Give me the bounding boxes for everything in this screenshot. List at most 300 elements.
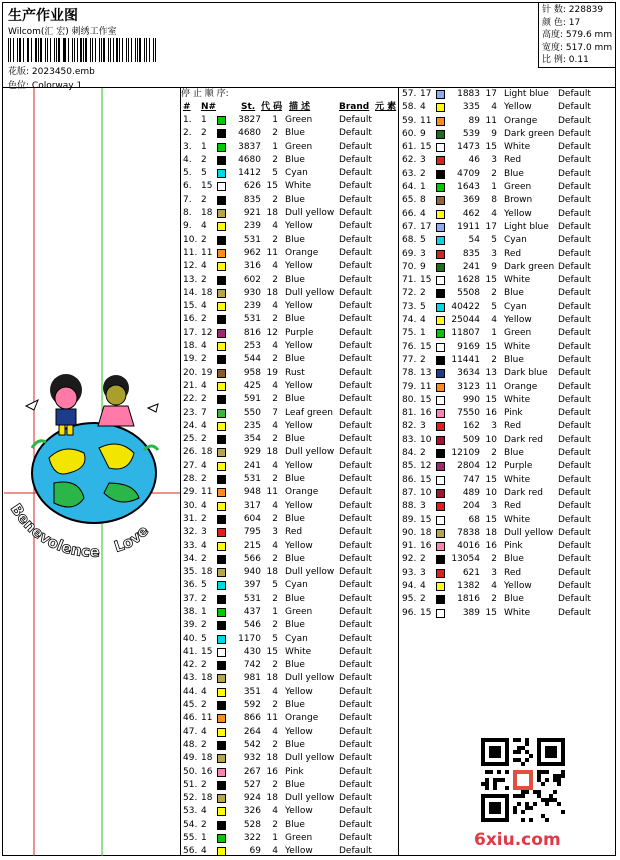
table-row xyxy=(181,327,397,340)
color-swatch xyxy=(436,130,445,139)
cell-desc: Yellow xyxy=(504,102,532,113)
cell-brand: Default xyxy=(339,287,372,298)
cell-st: 7838 xyxy=(457,527,480,538)
cell-desc: White xyxy=(504,514,531,525)
color-swatch xyxy=(217,302,226,311)
boy-body xyxy=(56,409,76,425)
cell-seq: 58. xyxy=(402,102,417,113)
table-row xyxy=(400,194,614,207)
table-row xyxy=(181,739,397,752)
cell-brand: Default xyxy=(339,700,372,711)
cell-n: 4 xyxy=(201,540,207,551)
table-row xyxy=(400,394,614,407)
cell-brand: Default xyxy=(339,460,372,471)
cell-st: 747 xyxy=(462,474,480,485)
qr-module xyxy=(505,786,509,790)
cell-n: 15 xyxy=(420,394,432,405)
cell-desc: Blue xyxy=(285,513,305,524)
color-swatch xyxy=(217,262,226,271)
color-swatch xyxy=(217,395,226,404)
table-row xyxy=(181,154,397,167)
table-row xyxy=(181,114,397,127)
cell-n: 2 xyxy=(201,553,207,564)
cell-st: 389 xyxy=(462,607,480,618)
cell-desc: Blue xyxy=(285,819,305,830)
cell-brand: Default xyxy=(558,421,591,432)
color-swatch xyxy=(436,609,445,618)
cell-seq: 60. xyxy=(402,128,417,139)
bird-icon xyxy=(148,404,158,412)
table-row xyxy=(181,460,397,473)
cell-brand: Default xyxy=(558,275,591,286)
boy-face xyxy=(55,387,77,409)
cell-seq: 34. xyxy=(183,553,198,564)
table-row xyxy=(400,354,614,367)
cell-brand: Default xyxy=(558,448,591,459)
cell-n: 15 xyxy=(420,275,432,286)
cell-desc: Red xyxy=(504,248,522,259)
cell-seq: 80. xyxy=(402,394,417,405)
cell-desc: Blue xyxy=(285,779,305,790)
color-swatch xyxy=(436,183,445,192)
color-swatch xyxy=(217,382,226,391)
cell-st: 542 xyxy=(243,739,261,750)
cell-n: 2 xyxy=(201,620,207,631)
cell-st: 924 xyxy=(243,793,261,804)
cell-code: 4 xyxy=(491,315,497,326)
cell-seq: 65. xyxy=(402,195,417,206)
qr-module xyxy=(545,802,549,806)
cell-n: 19 xyxy=(201,367,213,378)
qr-module xyxy=(485,786,489,790)
cell-desc: Orange xyxy=(285,487,319,498)
cell-brand: Default xyxy=(339,753,372,764)
cell-st: 604 xyxy=(243,513,261,524)
cell-code: 2 xyxy=(272,660,278,671)
cell-code: 2 xyxy=(491,354,497,365)
cell-brand: Default xyxy=(339,247,372,258)
cell-desc: Green xyxy=(504,328,532,339)
cell-st: 397 xyxy=(243,580,261,591)
cell-n: 15 xyxy=(420,607,432,618)
cell-n: 11 xyxy=(201,487,213,498)
cell-code: 15 xyxy=(266,646,278,657)
cell-seq: 7. xyxy=(183,194,192,205)
cell-st: 4680 xyxy=(238,154,261,165)
cell-desc: Blue xyxy=(285,354,305,365)
cell-brand: Default xyxy=(339,553,372,564)
cell-code: 5 xyxy=(491,301,497,312)
cell-brand: Default xyxy=(339,593,372,604)
cell-n: 2 xyxy=(201,700,207,711)
color-swatch xyxy=(217,369,226,378)
table-row xyxy=(181,340,397,353)
qr-module xyxy=(537,794,541,798)
qr-module xyxy=(485,782,489,786)
qr-module xyxy=(541,814,545,818)
qr-module xyxy=(561,810,565,814)
table-row xyxy=(181,712,397,725)
cell-n: 2 xyxy=(201,354,207,365)
cell-seq: 36. xyxy=(183,580,198,591)
cell-brand: Default xyxy=(339,154,372,165)
cell-seq: 81. xyxy=(402,408,417,419)
qr-module xyxy=(557,774,561,778)
cell-st: 866 xyxy=(243,713,261,724)
boy-leg xyxy=(67,425,73,435)
table-row xyxy=(400,101,614,114)
qr-module xyxy=(513,794,517,798)
table-row xyxy=(181,500,397,513)
cell-n: 2 xyxy=(420,354,426,365)
cell-code: 8 xyxy=(491,195,497,206)
cell-seq: 27. xyxy=(183,460,198,471)
color-swatch xyxy=(217,156,226,165)
cell-seq: 62. xyxy=(402,155,417,166)
cell-desc: Blue xyxy=(285,474,305,485)
cell-code: 12 xyxy=(485,461,497,472)
qr-module xyxy=(525,806,529,810)
cell-n: 3 xyxy=(420,567,426,578)
cell-n: 2 xyxy=(201,739,207,750)
cell-n: 4 xyxy=(201,846,207,857)
cell-st: 430 xyxy=(243,646,261,657)
cell-st: 3634 xyxy=(457,368,480,379)
cell-n: 2 xyxy=(201,434,207,445)
cell-code: 2 xyxy=(272,739,278,750)
cell-seq: 64. xyxy=(402,182,417,193)
cell-brand: Default xyxy=(339,833,372,844)
color-swatch xyxy=(217,196,226,205)
color-swatch xyxy=(217,781,226,790)
table-row xyxy=(400,474,614,487)
color-swatch xyxy=(217,555,226,564)
cell-brand: Default xyxy=(339,261,372,272)
color-swatch xyxy=(217,847,226,856)
cell-code: 9 xyxy=(491,128,497,139)
table-row xyxy=(400,381,614,394)
cell-seq: 41. xyxy=(183,646,198,657)
cell-code: 5 xyxy=(272,633,278,644)
cell-n: 4 xyxy=(201,380,207,391)
cell-seq: 70. xyxy=(402,261,417,272)
color-swatch xyxy=(436,516,445,525)
cell-desc: Red xyxy=(504,501,522,512)
cell-seq: 82. xyxy=(402,421,417,432)
cell-brand: Default xyxy=(339,128,372,139)
qr-module xyxy=(513,758,517,762)
cell-code: 7 xyxy=(272,407,278,418)
cell-code: 15 xyxy=(485,341,497,352)
qr-module xyxy=(553,774,557,778)
cell-code: 4 xyxy=(491,580,497,591)
cell-n: 3 xyxy=(420,501,426,512)
table-row xyxy=(181,141,397,154)
cell-n: 2 xyxy=(420,594,426,605)
qr-module xyxy=(549,798,553,802)
height-value: 579.6 mm xyxy=(565,30,613,40)
cell-st: 264 xyxy=(243,726,261,737)
cell-seq: 56. xyxy=(183,846,198,857)
thread-table-column-2 xyxy=(400,88,614,620)
cell-desc: Dark red xyxy=(504,487,543,498)
cell-seq: 68. xyxy=(402,235,417,246)
table-row xyxy=(181,167,397,180)
table-row xyxy=(181,659,397,672)
cell-desc: Blue xyxy=(504,288,524,299)
cell-seq: 20. xyxy=(183,367,198,378)
color-swatch xyxy=(436,462,445,471)
cell-brand: Default xyxy=(339,646,372,657)
cell-code: 5 xyxy=(491,235,497,246)
cell-seq: 94. xyxy=(402,580,417,591)
cell-n: 18 xyxy=(201,287,213,298)
cell-brand: Default xyxy=(339,620,372,631)
table-row xyxy=(181,540,397,553)
cell-st: 621 xyxy=(462,567,480,578)
color-swatch xyxy=(217,648,226,657)
color-swatch xyxy=(217,169,226,178)
cell-brand: Default xyxy=(558,89,591,99)
table-row xyxy=(181,726,397,739)
cell-desc: Red xyxy=(504,421,522,432)
cell-desc: Blue xyxy=(285,593,305,604)
cell-code: 1 xyxy=(491,328,497,339)
cell-brand: Default xyxy=(558,501,591,512)
cell-seq: 87. xyxy=(402,487,417,498)
cell-st: 369 xyxy=(462,195,480,206)
cell-seq: 31. xyxy=(183,513,198,524)
color-swatch xyxy=(436,143,445,152)
table-row xyxy=(181,473,397,486)
qr-module xyxy=(521,762,525,766)
cell-desc: Yellow xyxy=(285,420,313,431)
cell-seq: 39. xyxy=(183,620,198,631)
color-swatch xyxy=(436,396,445,405)
cell-n: 2 xyxy=(201,314,207,325)
qr-module xyxy=(537,770,541,774)
cell-brand: Default xyxy=(339,234,372,245)
cell-code: 15 xyxy=(485,474,497,485)
table-row xyxy=(181,819,397,832)
qr-module xyxy=(521,818,525,822)
cell-st: 929 xyxy=(243,447,261,458)
table-row xyxy=(181,845,397,858)
cell-desc: Cyan xyxy=(504,301,527,312)
cell-code: 17 xyxy=(485,221,497,232)
cell-seq: 51. xyxy=(183,779,198,790)
cell-seq: 19. xyxy=(183,354,198,365)
leaf-icon xyxy=(144,446,158,450)
cell-brand: Default xyxy=(558,580,591,591)
cell-desc: Dark blue xyxy=(504,368,548,379)
table-row xyxy=(400,447,614,460)
qr-module xyxy=(537,774,541,778)
cell-st: 592 xyxy=(243,700,261,711)
color-swatch xyxy=(436,263,445,272)
cell-code: 18 xyxy=(485,527,497,538)
cell-n: 5 xyxy=(201,168,207,179)
table-row xyxy=(181,606,397,619)
color-swatch xyxy=(436,289,445,298)
cell-seq: 10. xyxy=(183,234,198,245)
scale-value: 0.11 xyxy=(568,55,589,65)
cell-seq: 29. xyxy=(183,487,198,498)
cell-seq: 30. xyxy=(183,500,198,511)
cell-desc: Pink xyxy=(504,541,523,552)
cell-seq: 90. xyxy=(402,527,417,538)
cell-brand: Default xyxy=(339,274,372,285)
cell-brand: Default xyxy=(558,195,591,206)
cell-brand: Default xyxy=(339,673,372,684)
table-row xyxy=(400,168,614,181)
colorway-value: Colorway 1 xyxy=(31,81,83,91)
stitches-label: 针 数: xyxy=(542,5,566,15)
cell-st: 12109 xyxy=(451,448,480,459)
cell-brand: Default xyxy=(339,407,372,418)
girl-face xyxy=(106,385,126,405)
qr-module xyxy=(489,802,501,814)
cell-n: 2 xyxy=(201,394,207,405)
color-swatch xyxy=(217,488,226,497)
qr-module xyxy=(553,778,557,782)
table-row xyxy=(400,514,614,527)
color-swatch xyxy=(217,794,226,803)
table-row xyxy=(181,367,397,380)
table-row xyxy=(181,579,397,592)
color-swatch xyxy=(436,117,445,126)
cell-n: 18 xyxy=(201,208,213,219)
cell-st: 241 xyxy=(243,460,261,471)
qr-module xyxy=(557,802,561,806)
cell-n: 12 xyxy=(201,327,213,338)
color-swatch xyxy=(217,209,226,218)
color-swatch xyxy=(436,436,445,445)
cell-n: 4 xyxy=(201,686,207,697)
cell-st: 1628 xyxy=(457,275,480,286)
cell-seq: 45. xyxy=(183,700,198,711)
cell-code: 2 xyxy=(272,620,278,631)
cell-seq: 57. xyxy=(402,89,417,99)
qr-module xyxy=(549,794,553,798)
qr-module xyxy=(521,794,525,798)
cell-brand: Default xyxy=(339,766,372,777)
cell-seq: 46. xyxy=(183,713,198,724)
cell-desc: Orange xyxy=(285,713,319,724)
cell-st: 566 xyxy=(243,553,261,564)
color-swatch xyxy=(436,156,445,165)
cell-st: 3827 xyxy=(238,115,261,125)
cell-seq: 48. xyxy=(183,739,198,750)
cell-desc: White xyxy=(504,142,531,153)
cell-seq: 47. xyxy=(183,726,198,737)
cell-desc: Dull yellow xyxy=(285,793,335,804)
color-swatch xyxy=(436,383,445,392)
table-row xyxy=(181,407,397,420)
cell-st: 239 xyxy=(243,221,261,232)
table-row xyxy=(400,327,614,340)
cell-st: 835 xyxy=(243,194,261,205)
cell-n: 2 xyxy=(420,168,426,179)
cell-desc: Dull yellow xyxy=(285,287,335,298)
cell-code: 11 xyxy=(266,487,278,498)
cell-n: 2 xyxy=(201,593,207,604)
cell-brand: Default xyxy=(339,115,372,125)
table-row xyxy=(400,607,614,620)
cell-brand: Default xyxy=(558,527,591,538)
table-row xyxy=(181,446,397,459)
qr-module xyxy=(489,746,501,758)
cell-n: 11 xyxy=(420,381,432,392)
cell-seq: 17. xyxy=(183,327,198,338)
cell-seq: 75. xyxy=(402,328,417,339)
cell-brand: Default xyxy=(558,301,591,312)
cell-code: 18 xyxy=(266,447,278,458)
cell-desc: Pink xyxy=(285,766,304,777)
cell-n: 12 xyxy=(420,461,432,472)
cell-n: 15 xyxy=(420,142,432,153)
cell-desc: Blue xyxy=(285,553,305,564)
stop-sequence-label: 停 止 顺 序: xyxy=(181,89,229,99)
table-header xyxy=(181,101,397,114)
table-row xyxy=(181,207,397,220)
table-row xyxy=(400,141,614,154)
cell-desc: Cyan xyxy=(285,580,308,591)
cell-n: 4 xyxy=(420,208,426,219)
cell-brand: Default xyxy=(558,408,591,419)
cell-n: 9 xyxy=(420,128,426,139)
cell-code: 2 xyxy=(272,314,278,325)
color-swatch xyxy=(217,701,226,710)
table-row xyxy=(400,341,614,354)
table-row xyxy=(400,593,614,606)
cell-st: 437 xyxy=(243,606,261,617)
table-row xyxy=(400,128,614,141)
cell-n: 3 xyxy=(201,527,207,538)
cell-brand: Default xyxy=(339,779,372,790)
color-swatch xyxy=(217,674,226,683)
qr-module xyxy=(521,746,525,750)
qr-module xyxy=(557,778,561,782)
cell-seq: 50. xyxy=(183,766,198,777)
colors-label: 颜 色: xyxy=(542,17,566,28)
cell-seq: 85. xyxy=(402,461,417,472)
cell-code: 1 xyxy=(272,115,278,125)
cell-code: 2 xyxy=(272,819,278,830)
cell-st: 462 xyxy=(462,208,480,219)
cell-st: 5508 xyxy=(457,288,480,299)
cell-brand: Default xyxy=(339,713,372,724)
cell-st: 322 xyxy=(243,833,261,844)
cell-brand: Default xyxy=(558,607,591,618)
design-label: 花版: xyxy=(8,67,30,77)
cell-desc: Blue xyxy=(285,620,305,631)
cell-n: 4 xyxy=(201,341,207,352)
cell-st: 546 xyxy=(243,620,261,631)
cell-n: 18 xyxy=(420,527,432,538)
cell-st: 962 xyxy=(243,247,261,258)
cell-brand: Default xyxy=(558,474,591,485)
cell-code: 2 xyxy=(272,194,278,205)
cell-desc: Blue xyxy=(285,154,305,165)
cell-desc: Dull yellow xyxy=(285,447,335,458)
cell-brand: Default xyxy=(339,686,372,697)
table-row xyxy=(400,407,614,420)
table-row xyxy=(400,181,614,194)
header-needle: N# xyxy=(201,102,217,112)
cell-brand: Default xyxy=(558,221,591,232)
cell-desc: Orange xyxy=(504,115,538,126)
